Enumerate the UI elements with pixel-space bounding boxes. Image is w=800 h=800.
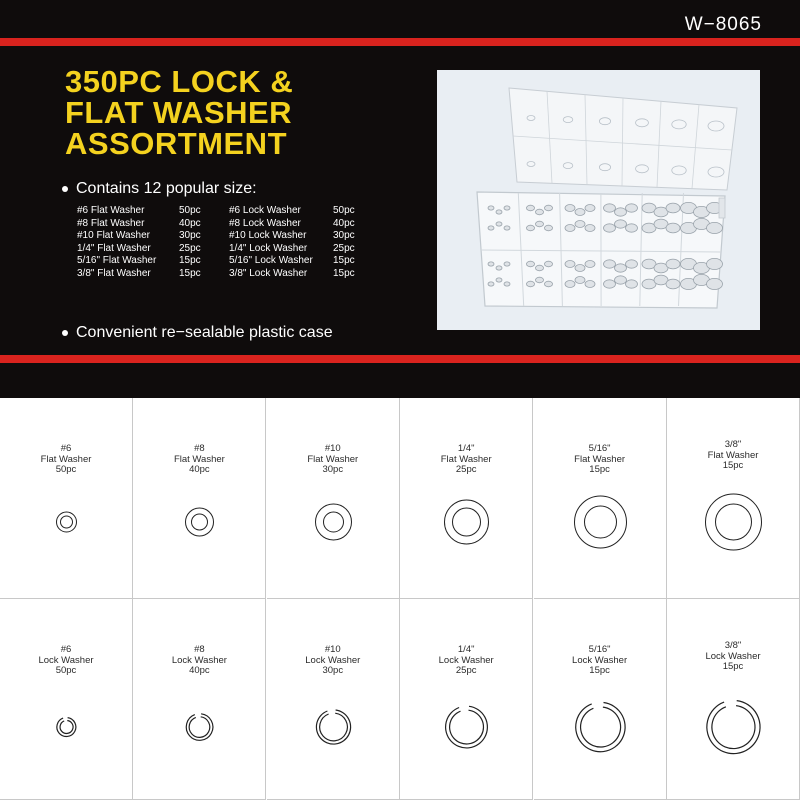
lock-washer-outer-arc [316,710,350,744]
flat-washer-icon [133,398,266,598]
tray-washer [504,226,510,230]
lock-washer-inner-arc [60,721,73,734]
washer-inner-ring [453,508,481,536]
lock-washer-icon [400,599,533,799]
washer-size: #10 [324,443,341,454]
tray-washer [575,265,585,272]
lock-washer-cell [0,599,133,800]
title-line-3: ASSORTMENT [65,126,287,161]
washer-qty: 40pc [189,665,210,676]
size-list-row [77,268,367,281]
product-title [65,66,293,159]
tray-washer [527,281,535,287]
tray-washer [585,281,595,288]
tray-washer [604,260,616,268]
flat-washer-name: #10 Flat Washer [77,230,150,241]
flat-washer-name: #8 Flat Washer [77,217,145,229]
tray-washer [536,277,544,283]
lock-washer-outer-arc [446,706,488,748]
tray-washer [615,208,627,216]
flat-washer-icon [534,398,667,598]
washer-size: #8 [194,443,205,454]
washer-type: Flat Washer [40,453,92,465]
washer-qty: 15pc [722,661,744,672]
lock-washer-inner-arc [190,717,211,738]
flat-washer-icon [400,398,533,598]
tray-washer [545,205,553,211]
tray-washer [527,205,535,211]
washer-size-grid [0,398,800,800]
washer-size: 5/16" [588,443,611,454]
lock-washer-qty: 30pc [333,230,355,241]
tray-washer [496,278,502,282]
bullet-dot-icon [62,186,68,192]
washer-qty: 40pc [189,464,210,475]
tray-washer [575,277,585,284]
size-list [77,205,367,280]
storage-case-illustration [437,70,760,330]
washer-type: Flat Washer [574,453,626,465]
tray-washer [565,225,575,232]
lock-washer-qty: 40pc [333,217,355,229]
washer-qty: 15pc [589,665,610,676]
case-latch [719,198,725,218]
washer-inner-ring [716,504,752,540]
tray-washer [707,278,723,289]
feature-text: Convenient re−sealable plastic case [76,324,333,341]
flat-washer-name: 1/4" Flat Washer [77,242,151,254]
lock-washer-name: 5/16" Lock Washer [229,255,313,266]
size-list-row [77,243,367,256]
tray-washer [604,280,616,288]
lock-washer-name: 1/4" Lock Washer [229,242,308,254]
lock-washer-cell [667,599,800,800]
washer-outer-ring [315,504,351,540]
tray-washer [666,223,680,233]
model-number: W−8065 [684,14,762,35]
tray-washer [488,206,494,210]
tray-washer [536,221,544,227]
tray-washer [666,259,680,269]
flat-washer-qty: 50pc [179,205,201,216]
lock-washer-outer-arc [187,714,214,741]
washer-qty: 30pc [322,464,344,475]
flat-washer-qty: 15pc [179,267,201,279]
washer-type: Lock Washer [438,654,494,666]
feature-bullet-case [62,324,333,342]
tray-washer [545,261,553,267]
lock-washer-icon [534,599,667,799]
tray-washer [575,221,585,228]
tray-washer [626,224,638,232]
washer-size: #6 [60,644,72,655]
washer-size: #6 [60,443,72,454]
washer-size: 3/8" [724,439,742,450]
lock-washer-qty: 15pc [333,267,355,279]
tray-washer [504,262,510,266]
tray-washer [585,225,595,232]
tray-washer [565,205,575,212]
tray-washer [585,205,595,212]
lock-washer-outer-arc [707,701,760,754]
lock-washer-qty: 15pc [333,255,355,266]
washer-type: Lock Washer [305,654,361,666]
lock-washer-icon [267,599,400,799]
washer-outer-ring [574,496,626,548]
lock-washer-name: #10 Lock Washer [229,230,307,241]
lock-washer-qty: 50pc [333,205,355,216]
header-panel [0,0,800,398]
washer-type: Flat Washer [307,453,359,465]
washer-type: Lock Washer [705,650,761,662]
washer-outer-ring [445,500,489,544]
lock-washer-cell [400,599,533,800]
washer-inner-ring [584,506,616,538]
flat-washer-cell [267,398,400,599]
flat-washer-qty: 40pc [179,217,201,229]
tray-washer [626,280,638,288]
tray-washer [496,210,502,214]
washer-qty: 30pc [322,665,344,676]
tray-washer [707,222,723,233]
red-stripe-bottom [0,355,800,363]
tray-washer [496,266,502,270]
tray-washer [626,260,638,268]
lock-washer-icon [667,599,800,799]
bullet-dot-icon [62,330,68,336]
size-list-row [77,255,367,268]
tray-washer [626,204,638,212]
flat-washer-name: #6 Flat Washer [77,205,145,216]
tray-washer [565,261,575,268]
washer-qty: 50pc [55,665,77,676]
washer-size: 1/4" [457,644,475,655]
tray-washer [666,279,680,289]
tray-washer [545,225,553,231]
washer-type: Lock Washer [38,654,94,666]
tray-washer [545,281,553,287]
tray-washer [536,265,544,271]
tray-washer [615,264,627,272]
washer-qty: 25pc [455,464,477,475]
washer-inner-ring [61,516,73,528]
tray-washer [488,282,494,286]
tray-washer [527,261,535,267]
title-line-2: FLAT WASHER [65,95,293,130]
size-list-row [77,205,367,218]
tray-washer [496,222,502,226]
lock-washer-inner-arc [319,713,347,741]
flat-washer-cell [534,398,667,599]
washer-outer-ring [57,512,77,532]
washer-size: 5/16" [588,644,611,655]
tray-washer [536,209,544,215]
washer-outer-ring [706,494,762,550]
lock-washer-name: #6 Lock Washer [229,205,301,216]
flat-washer-name: 5/16" Flat Washer [77,255,157,266]
size-list-row [77,218,367,231]
lock-washer-name: 3/8" Lock Washer [229,267,308,279]
washer-size: #8 [194,644,205,655]
lock-washer-icon [0,599,133,799]
tray-washer [604,224,616,232]
washer-type: Lock Washer [171,654,227,666]
flat-washer-name: 3/8" Flat Washer [77,267,151,279]
flat-washer-cell [0,398,133,599]
tray-washer [488,262,494,266]
tray-washer [615,220,627,228]
washer-size: 3/8" [724,640,742,651]
lock-washer-cell [534,599,667,800]
flat-washer-qty: 30pc [179,230,201,241]
washer-inner-ring [192,514,208,530]
size-list-row [77,230,367,243]
flat-washer-icon [0,398,133,598]
tray-washer [707,258,723,269]
washer-inner-ring [323,512,343,532]
flat-washer-icon [267,398,400,598]
flat-washer-cell [400,398,533,599]
flat-washer-cell [133,398,266,599]
washer-qty: 15pc [722,460,744,471]
tray-washer [575,209,585,216]
tray-washer [585,261,595,268]
tray-washer [565,281,575,288]
washer-type: Flat Washer [440,453,492,465]
washer-type: Flat Washer [707,449,759,461]
washer-type: Lock Washer [572,654,628,666]
washer-qty: 50pc [55,464,77,475]
product-photo [437,70,760,330]
flat-washer-icon [667,398,800,598]
flat-washer-qty: 15pc [179,255,201,266]
tray-washer [604,204,616,212]
feature-bullet-sizes [62,180,257,198]
flat-washer-qty: 25pc [179,242,201,254]
lock-washer-icon [133,599,266,799]
lock-washer-outer-arc [575,703,624,752]
washer-qty: 25pc [455,665,477,676]
tray-washer [527,225,535,231]
tray-washer [615,276,627,284]
tray-washer [504,282,510,286]
washer-size: 1/4" [457,443,475,454]
washer-type: Flat Washer [173,453,225,465]
washer-size: #10 [324,644,341,655]
lock-washer-inner-arc [450,710,484,744]
red-stripe-top [0,38,800,46]
washer-qty: 15pc [589,464,610,475]
lock-washer-inner-arc [712,706,755,749]
tray-washer [666,203,680,213]
feature-text: Contains 12 popular size: [76,180,257,197]
lock-washer-cell [133,599,266,800]
flat-washer-cell [667,398,800,599]
lock-washer-name: #8 Lock Washer [229,217,301,229]
lock-washer-cell [267,599,400,800]
lock-washer-qty: 25pc [333,242,355,254]
washer-outer-ring [186,508,214,536]
lock-washer-inner-arc [580,707,620,747]
tray-washer [488,226,494,230]
tray-washer [504,206,510,210]
title-line-1: 350PC LOCK & [65,64,294,99]
